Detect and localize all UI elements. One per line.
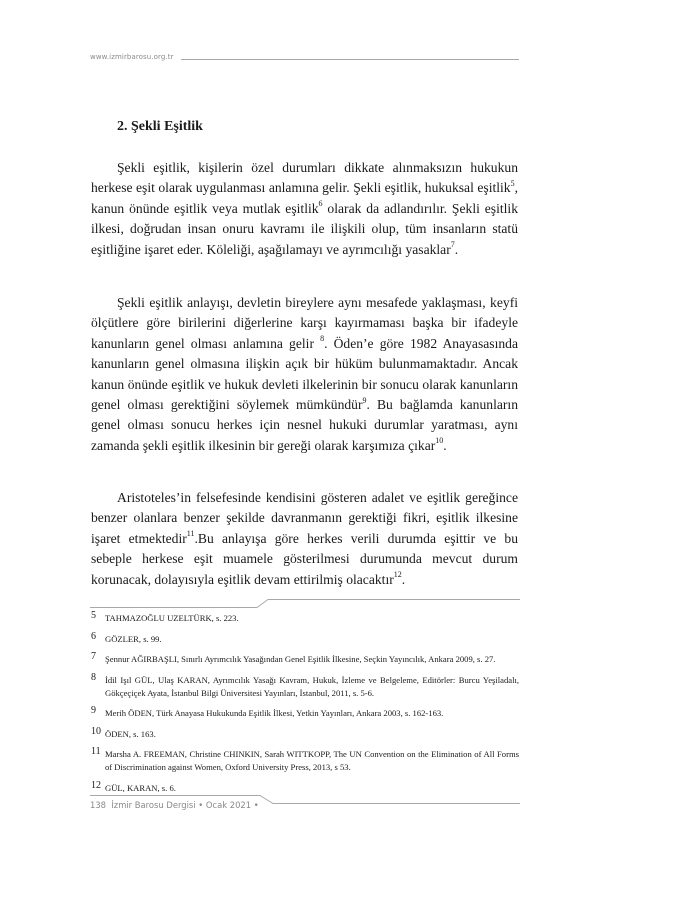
footnote-ref[interactable]: 11	[186, 529, 195, 539]
header-url[interactable]: www.izmirbarosu.org.tr	[90, 53, 174, 61]
paragraph-text: Aristoteles’in felsefesinde kendisini gösteren adalet ve eşitlik gereğince benzer olanlara benzer şekilde davranmanın gerektiği fikri, eşitlik ilkesine işaret etmektedir	[91, 490, 518, 546]
issue-date: Ocak 2021	[205, 800, 252, 810]
page-footer	[90, 800, 259, 810]
footnote-ref[interactable]: 6	[318, 199, 323, 209]
paragraph-3	[91, 488, 518, 590]
footnote-text: ÖDEN, s. 163.	[105, 728, 156, 739]
footnote-item	[91, 725, 519, 741]
footnote-number: 6	[91, 630, 96, 642]
footnote-separator	[90, 600, 520, 608]
footnote-number: 11	[91, 746, 101, 757]
footnote-item	[91, 653, 519, 666]
footnote-ref[interactable]: 8	[320, 334, 325, 344]
footnote-text: TAHMAZOĞLU UZELTÜRK, s. 223.	[105, 613, 239, 623]
journal-name: İzmir Barosu Dergisi	[111, 800, 196, 810]
paragraph-text: Şekli eşitlik, kişilerin özel durumları dikkate alınmaksızın hukukun herkese eşit olarak uygulanması anlamına gelir. Şekli eşitlik, hukuksal eşitlik	[91, 160, 518, 196]
footer-separator: •	[253, 800, 259, 810]
footnote-number: 10	[91, 725, 101, 737]
footnote-item	[91, 779, 519, 795]
paragraph-text: .	[443, 437, 447, 453]
footnote-item	[91, 671, 519, 700]
paragraph-text: .	[454, 241, 459, 257]
footnote-ref[interactable]: 5	[510, 178, 515, 188]
footnote-text: İdil Işıl GÜL, Ulaş KARAN, Ayrımcılık Yasağı Kavram, Hukuk, İzleme ve Belgeleme, Editörler: Burcu Yeşiladalı, Gökçeçiçek Ayata, İstanbul Bilgi Üniversitesi Yayınları, İstanbul, 2011, s. 5-6.	[105, 674, 519, 698]
section-title: 2. Şekli Eşitlik	[117, 119, 203, 134]
footnote-text: GÖZLER, s. 99.	[105, 633, 162, 644]
footnote-number: 12	[91, 779, 101, 791]
footnote-text: GÜL, KARAN, s. 6.	[105, 782, 176, 793]
paragraph-text: olarak da adlandırılır. Şekli eşitlik ilkesi, doğrudan insan onuru kavramı ile ilişkili olup, tüm insanların statü eşitliğine işaret eder. Köleliği, aşağılamayı ve ayrımcılığı yasaklar	[91, 200, 518, 257]
footnote-item	[91, 630, 519, 646]
paragraph-2	[91, 293, 518, 456]
paragraph-text: . Öden’e göre 1982 Anayasasında kanunların genel olmasına ilişkin açık bir hüküm bulunmamaktadır. Ancak kanun önünde eşitlik ve hukuk devleti ilkelerinin bir sonucu olarak kanunların genel olması gerektiğini söylemek mümkündür	[91, 335, 518, 413]
footnote-number: 8	[91, 671, 96, 683]
footnote-text: Şennur AĞIRBAŞLI, Sınırlı Ayrımcılık Yasağından Genel Eşitlik İlkesine, Seçkin Yayıncılık, Ankara 2009, s. 27.	[105, 654, 496, 664]
footnote-number: 5	[91, 610, 96, 621]
footnote-text: Merih ÖDEN, Türk Anayasa Hukukunda Eşitlik İlkesi, Yetkin Yayınları, Ankara 2003, s. 162-163.	[105, 708, 444, 718]
footnote-ref[interactable]: 10	[435, 436, 444, 446]
footnote-ref[interactable]: 7	[450, 240, 455, 250]
footnote-number: 7	[91, 651, 96, 662]
paragraph-text: Şekli eşitlik anlayışı, devletin bireylere aynı mesafede yaklaşması, keyfi ölçütlere göre birilerini diğerlerine karşı kayırmaması başka bir ifadeyle kanunların genel olması anlamına gelir	[91, 295, 518, 351]
footnote-item	[91, 748, 519, 774]
footnotes	[91, 612, 519, 802]
paragraph-text: . Bu bağlamda kanunların genel olması sonucu herkes için nesnel hukuki durumlar yaratması, aynı zamanda şekli eşitlik ilkesinin bir gereği olarak karşımıza çıkar	[91, 397, 518, 453]
footnote-item	[91, 612, 519, 625]
paragraph-1	[91, 158, 518, 260]
footer-separator: •	[198, 800, 204, 810]
paragraph-text: .Bu anlayışa göre herkes verili durumda eşittir ve bu sebeple herkese eşit muamele gösterilmesi durumunda mevcut durum korunacak, dolayısıyla eşitlik devam ettirilmiş olacaktır	[91, 530, 518, 587]
footnote-item	[91, 707, 519, 720]
footnote-ref[interactable]: 12	[393, 570, 402, 580]
paragraph-text: .	[401, 571, 406, 587]
footnote-number: 9	[91, 705, 96, 716]
footnote-ref[interactable]: 9	[362, 395, 367, 405]
page-number: 138	[90, 800, 106, 810]
paragraph-text: , kanun önünde eşitlik veya mutlak eşitlik	[91, 180, 518, 216]
footnote-text: Marsha A. FREEMAN, Christine CHINKIN, Sarah WITTKOPP, The UN Convention on the Elimination of All Forms of Discrimination against Women, Oxford University Press, 2013, s 53.	[105, 749, 519, 772]
